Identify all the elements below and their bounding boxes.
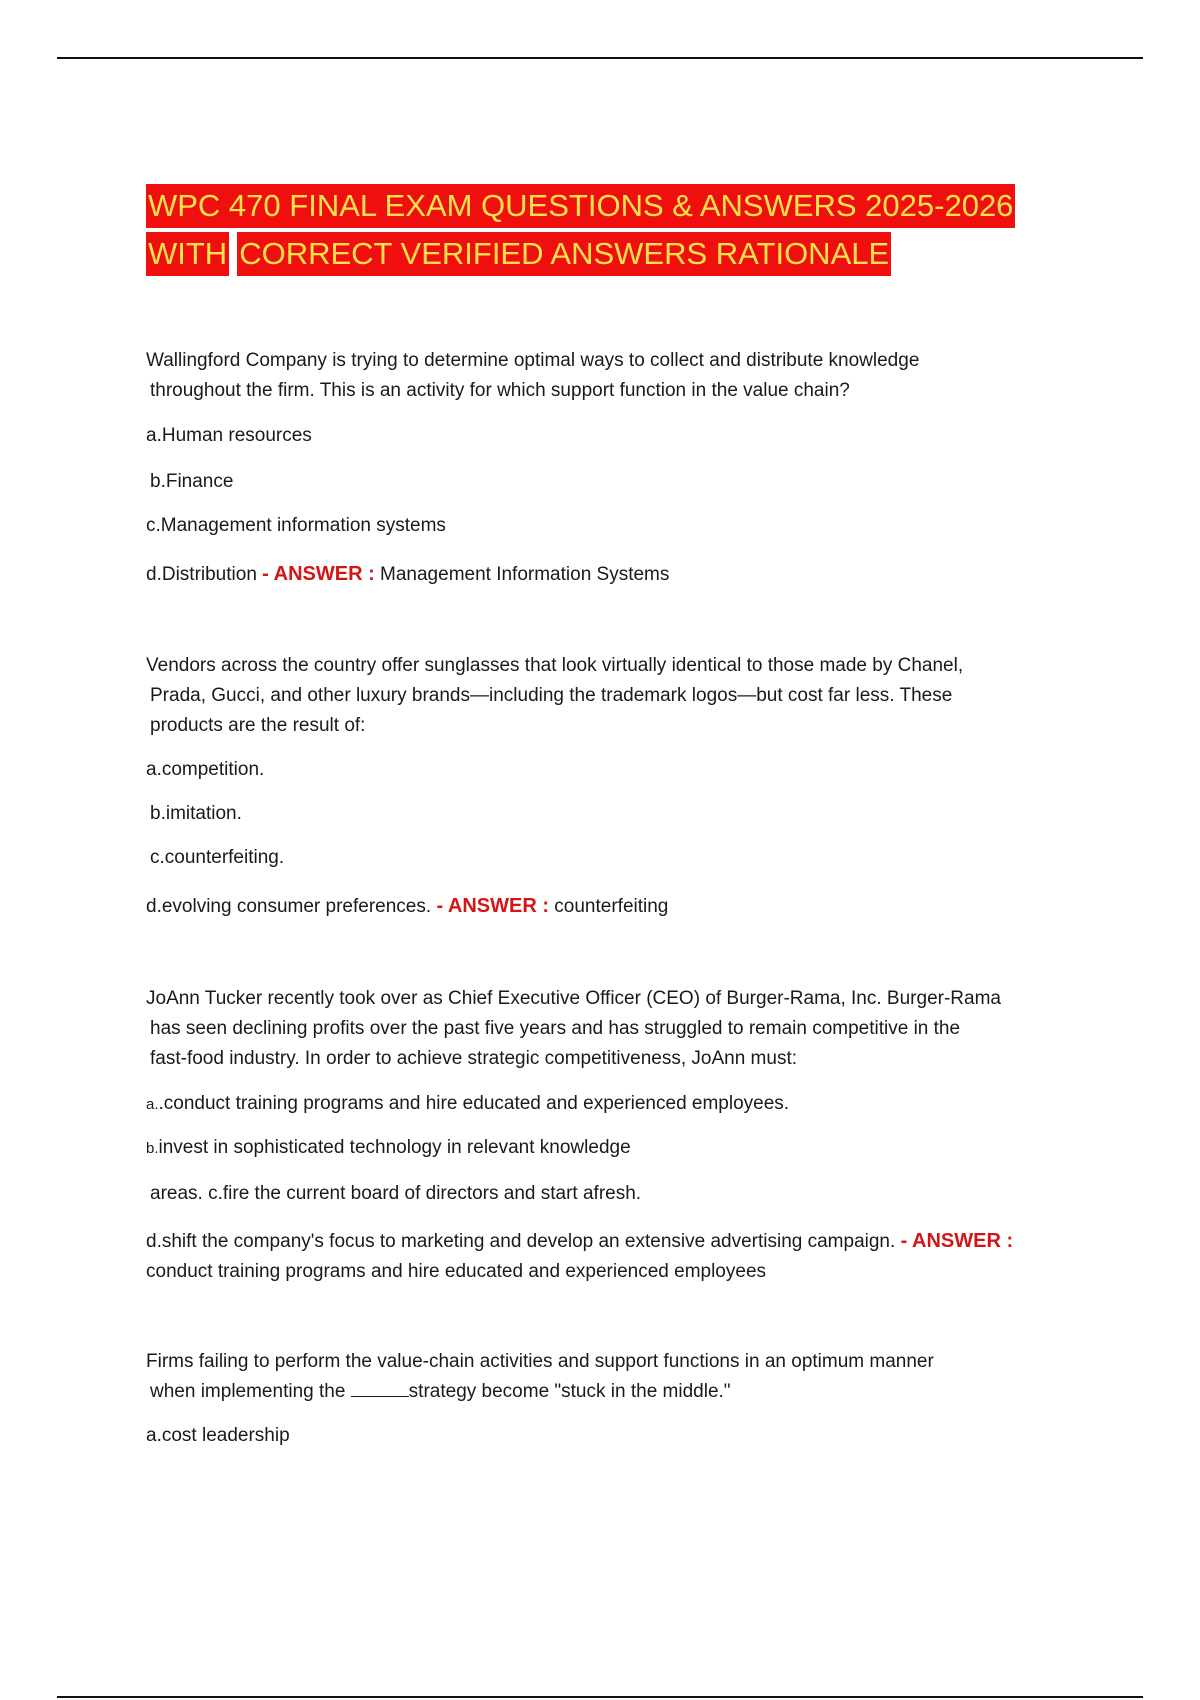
q1-option-d-text: d.Distribution (146, 564, 257, 585)
title-highlight-2a: WITH (146, 232, 229, 276)
q4-stem-line-1: Firms failing to perform the value-chain activities and support functions in an optimum manner (146, 1351, 934, 1372)
q2-stem-line-3: products are the result of: (150, 715, 366, 736)
question-1-stem (146, 346, 1086, 406)
q2-option-a: a.competition. (146, 759, 265, 780)
q4-stem-line-2-post: strategy become "stuck in the middle." (408, 1381, 731, 1402)
q1-answer-label: - ANSWER : (262, 563, 375, 585)
top-rule (57, 57, 1143, 59)
q2-answer-label: - ANSWER : (436, 895, 550, 917)
q3-option-a-text: .conduct training programs and hire educated and experienced employees. (158, 1093, 790, 1114)
q2-answer-text: counterfeiting (554, 896, 669, 917)
q3-answer-label: - ANSWER : (900, 1230, 1014, 1252)
q2-stem-line-1: Vendors across the country offer sunglasses that look virtually identical to those made by Chanel, (146, 655, 964, 676)
q1-option-c: c.Management information systems (146, 515, 446, 536)
question-2-stem (146, 651, 1086, 741)
q3-option-b-text: invest in sophisticated technology in relevant knowledge (158, 1137, 631, 1158)
q2-option-d-text: d.evolving consumer preferences. (146, 896, 432, 917)
document-title (146, 184, 1046, 280)
q3-option-a (146, 1092, 789, 1117)
bottom-rule (57, 1696, 1143, 1698)
q1-option-d (146, 562, 669, 587)
q1-option-a: a.Human resources (146, 425, 312, 446)
q2-option-d (146, 894, 668, 919)
q3-option-d (146, 1226, 1086, 1287)
q1-answer-text: Management Information Systems (380, 564, 670, 585)
title-highlight-2b: CORRECT VERIFIED ANSWERS RATIONALE (237, 232, 891, 276)
q3-option-b (146, 1136, 631, 1161)
question-4-stem (146, 1347, 1086, 1407)
question-3-stem (146, 984, 1086, 1074)
title-line-2 (146, 232, 1046, 280)
q2-option-b: b.imitation. (150, 803, 242, 824)
q3-stem-line-2: has seen declining profits over the past five years and has struggled to remain competitive in the (150, 1018, 961, 1039)
q1-stem-line-1: Wallingford Company is trying to determine optimal ways to collect and distribute knowledge (146, 350, 920, 371)
q3-option-d-text: d.shift the company's focus to marketing and develop an extensive advertising campaign. (146, 1231, 896, 1252)
q4-option-a: a.cost leadership (146, 1425, 290, 1446)
q3-option-c: areas. c.fire the current board of directors and start afresh. (150, 1183, 642, 1204)
q4-stem-line-2-pre: when implementing the (150, 1381, 346, 1402)
q3-option-d-line (146, 1226, 1086, 1257)
q2-stem-line-2: Prada, Gucci, and other luxury brands—including the trademark logos—but cost far less. These (150, 685, 953, 706)
q3-stem-line-3: fast-food industry. In order to achieve strategic competitiveness, JoAnn must: (150, 1048, 798, 1069)
title-line-1 (146, 184, 1046, 232)
q3-option-b-letter: b. (146, 1140, 159, 1157)
title-highlight-1: WPC 470 FINAL EXAM QUESTIONS & ANSWERS 2025-2026 (146, 184, 1015, 228)
q1-option-b: b.Finance (150, 471, 234, 492)
q3-answer-text: conduct training programs and hire educated and experienced employees (146, 1261, 767, 1282)
q2-option-c: c.counterfeiting. (150, 847, 285, 868)
q3-option-a-letter: a. (146, 1096, 159, 1113)
q4-blank (351, 1378, 409, 1397)
q1-stem-line-2: throughout the firm. This is an activity for which support function in the value chain? (150, 380, 850, 401)
q3-stem-line-1: JoAnn Tucker recently took over as Chief Executive Officer (CEO) of Burger-Rama, Inc. Burger-Rama (146, 988, 1001, 1009)
q4-stem-line-2 (146, 1377, 1086, 1407)
